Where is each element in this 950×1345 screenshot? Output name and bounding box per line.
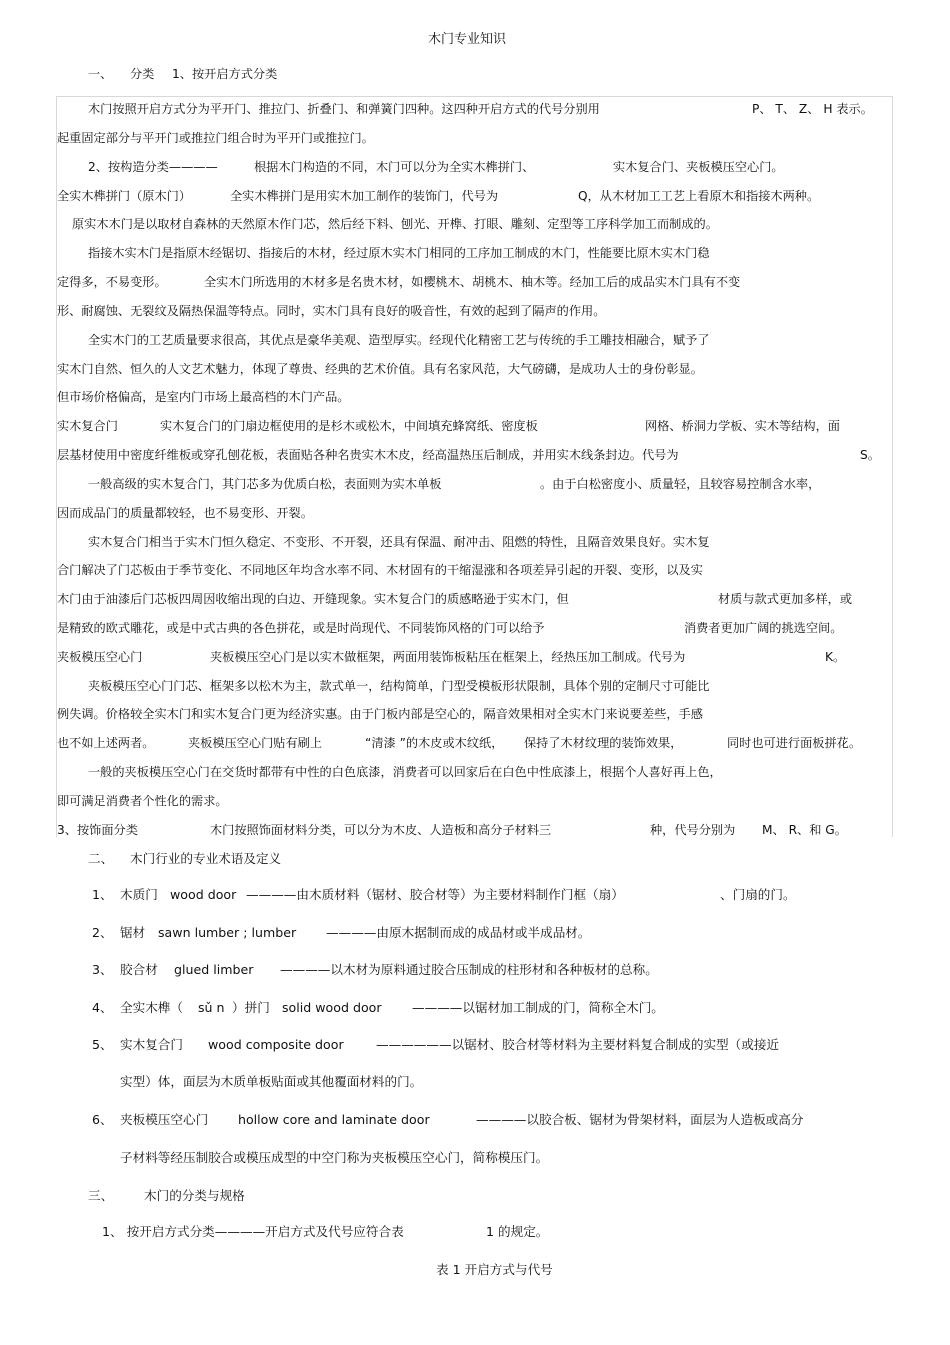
text-line: 实木复合门的门扇边框使用的是杉木或松木，中间填充蜂窝纸、密度板 — [160, 419, 538, 433]
term-number: 1、 — [92, 887, 113, 902]
term-english: solid wood door — [282, 1000, 382, 1015]
term-english: hollow core and laminate door — [238, 1112, 430, 1127]
term-definition: ————由原木据制而成的成品材或半成品材。 — [326, 925, 591, 940]
term-english: wood door — [170, 887, 237, 902]
text-line: 消费者更加广阔的挑选空间。 — [684, 621, 843, 635]
text-line: 夹板模压空心门门芯、框架多以松木为主，款式单一，结构简单，门型受模板形状限制，具体个别的定制尺寸可能比 — [88, 679, 710, 693]
text-line: 实木门自然、恒久的人文艺术魅力，体现了尊贵、经典的艺术价值。具有名家风范，大气磅礴，是成功人士的身份彰显。 — [57, 362, 703, 376]
text-line: K。 — [825, 650, 846, 664]
text-line: 实木复合门、夹板模压空心门。 — [613, 160, 784, 174]
section-1-number: 一、 — [88, 67, 113, 81]
text-line: 根据木门构造的不同，木门可以分为全实木榫拼门、 — [254, 160, 535, 174]
text-line: 保持了木材纹理的装饰效果， — [524, 736, 683, 750]
text-line: 木门按照饰面材料分类，可以分为木皮、人造板和高分子材料三 — [210, 823, 552, 837]
text-line: Q，从木材加工工艺上看原木和指接木两种。 — [578, 189, 820, 203]
text-line: 是精致的欧式雕花，或是中式古典的各色拼花，或是时尚现代、不同装饰风格的门可以给予 — [57, 621, 545, 635]
classification-text-box — [56, 96, 893, 837]
term-english: sawn lumber ; lumber — [158, 925, 297, 940]
text-line: 但市场价格偏高，是室内门市场上最高档的木门产品。 — [57, 390, 350, 404]
term-number: 3、 — [92, 962, 113, 977]
text-line: “清漆 ”的木皮或木纹纸， — [365, 736, 504, 750]
text-line: M、 R、和 G。 — [762, 823, 847, 837]
text-line: 合门解决了门芯板由于季节变化、不同地区年均含水率不同、木材固有的干缩湿涨和各项差异引起的开裂、变形，以及实 — [57, 563, 703, 577]
text-line: 形、耐腐蚀、无裂纹及隔热保温等特点。同时，实木门具有良好的吸音性，有效的起到了隔声的作用。 — [57, 304, 606, 318]
term-name: 胶合材 — [120, 962, 158, 977]
term-definition-continued: 子材料等经压制胶合或模压成型的中空门称为夹板模压空心门，简称模压门。 — [120, 1150, 549, 1165]
subsection-construction: 2、按构造分类———— — [88, 160, 218, 174]
subsection-finish: 3、按饰面分类 — [57, 823, 138, 837]
term-english: glued limber — [174, 962, 254, 977]
text-line: 网格、桥洞力学板、实木等结构，面 — [645, 419, 840, 433]
section-1-subheading: 1、按开启方式分类 — [172, 67, 278, 81]
text-line: 全实木门所选用的木材多是名贵木材，如樱桃木、胡桃木、柚木等。经加工后的成品实木门具有不变 — [204, 275, 741, 289]
term-heading: 全实木榫拼门（原木门） — [57, 189, 192, 203]
text-line: 夹板模压空心门贴有刷上 — [188, 736, 323, 750]
text-line: 同时也可进行面板拼花。 — [727, 736, 862, 750]
section-3-item-tail: 1 的规定。 — [486, 1224, 549, 1239]
term-definition: ————由木质材料（锯材、胶合材等）为主要材料制作门框（扇） — [246, 887, 624, 902]
text-line: 。由于白松密度小、质量轻，且较容易控制含水率， — [540, 477, 821, 491]
term-definition: 、门扇的门。 — [720, 887, 796, 902]
term-pinyin: sǔ n — [198, 1000, 225, 1015]
text-line: 全实木榫拼门是用实木加工制作的装饰门，代号为 — [230, 189, 499, 203]
term-number: 6、 — [92, 1112, 113, 1127]
text-line: 原实木木门是以取材自森林的天然原木作门芯，然后经下料、刨光、开榫、打眼、雕刻、定型等工序科学加工而制成的。 — [72, 217, 718, 231]
term-english: wood composite door — [208, 1037, 344, 1052]
term-definition: ————以胶合板、锯材为骨架材料，面层为人造板或高分 — [476, 1112, 804, 1127]
text-line: 也不如上述两者。 — [57, 736, 155, 750]
term-name: 木质门 — [120, 887, 158, 902]
text-line: 木门由于油漆后门芯板四周因收缩出现的白边、开缝现象。实木复合门的质感略逊于实木门，但 — [57, 592, 569, 606]
term-name: 全实木榫（ — [120, 1000, 183, 1015]
term-name: 锯材 — [120, 925, 146, 940]
text-line: 种，代号分别为 — [650, 823, 736, 837]
term-heading: 夹板模压空心门 — [57, 650, 143, 664]
table-caption: 表 1 开启方式与代号 — [436, 1262, 553, 1277]
term-number: 4、 — [92, 1000, 113, 1015]
text-line: 层基材使用中密度纤维板或穿孔刨花板，表面贴各种名贵实木木皮，经高温热压后制成，并用实木线条封边。代号为 — [57, 448, 679, 462]
term-name: 夹板模压空心门 — [120, 1112, 209, 1127]
text-line: 实木复合门相当于实木门恒久稳定、不变形、不开裂，还具有保温、耐冲击、阻燃的特性，且隔音效果良好。实木复 — [88, 535, 710, 549]
text-line: 一般高级的实木复合门，其门芯多为优质白松，表面则为实木单板 — [88, 477, 442, 491]
text-line: 起重固定部分与平开门或推拉门组合时为平开门或推拉门。 — [57, 131, 374, 145]
text-line: 全实木门的工艺质量要求很高，其优点是豪华美观、造型厚实。经现代化精密工艺与传统的手工雕技相融合，赋予了 — [88, 333, 710, 347]
term-definition: ——————以锯材、胶合材等材料为主要材料复合制成的实型（或接近 — [376, 1037, 779, 1052]
text-line: 即可满足消费者个性化的需求。 — [57, 794, 228, 808]
section-3-item: 1、 按开启方式分类————开启方式及代号应符合表 — [102, 1224, 404, 1239]
term-heading: 实木复合门 — [57, 419, 118, 433]
section-3-number: 三、 — [88, 1188, 114, 1203]
text-line: 例失调。价格较全实木门和实木复合门更为经济实惠。由于门板内部是空心的，隔音效果相对全实木门来说要差些，手感 — [57, 707, 703, 721]
text-line: P、 T、 Z、 H 表示。 — [752, 102, 873, 116]
term-definition: ————以木材为原料通过胶合压制成的柱形材和各种板材的总称。 — [280, 962, 658, 977]
text-line: S。 — [860, 448, 880, 462]
section-1-heading: 分类 — [130, 67, 155, 81]
section-2-number: 二、 — [88, 851, 114, 866]
term-number: 2、 — [92, 925, 113, 940]
page-title: 木门专业知识 — [428, 32, 507, 47]
section-2-heading: 木门行业的专业术语及定义 — [130, 851, 282, 866]
section-3-heading: 木门的分类与规格 — [144, 1188, 245, 1203]
term-name: 实木复合门 — [120, 1037, 183, 1052]
term-number: 5、 — [92, 1037, 113, 1052]
text-line: 因而成品门的质量都较轻，也不易变形、开裂。 — [57, 506, 313, 520]
text-line: 夹板模压空心门是以实木做框架，两面用装饰板粘压在框架上，经热压加工制成。代号为 — [210, 650, 686, 664]
text-line: 材质与款式更加多样，或 — [718, 592, 853, 606]
text-line: 指接木实木门是指原木经锯切、指接后的木材，经过原木实木门相同的工序加工制成的木门，性能要比原木实木门稳 — [88, 246, 710, 260]
text-line: 定得多，不易变形。 — [57, 275, 167, 289]
term-name: ）拼门 — [232, 1000, 270, 1015]
text-line: 一般的夹板模压空心门在交货时都带有中性的白色底漆，消费者可以回家后在白色中性底漆上，根据个人喜好再上色， — [88, 765, 722, 779]
text-line: 木门按照开启方式分为平开门、推拉门、折叠门、和弹簧门四种。这四种开启方式的代号分别用 — [88, 102, 600, 116]
term-definition: ————以锯材加工制成的门，简称全木门。 — [412, 1000, 664, 1015]
term-definition-continued: 实型）体，面层为木质单板贴面或其他覆面材料的门。 — [120, 1074, 423, 1089]
